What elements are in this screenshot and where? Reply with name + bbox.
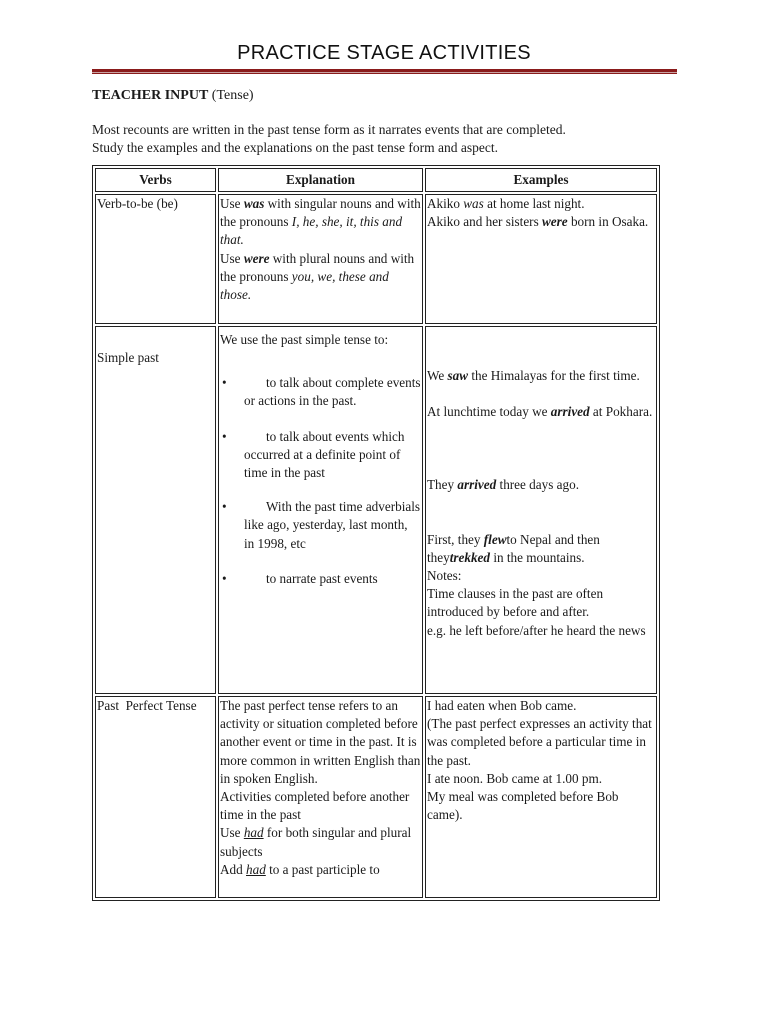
cell-verb-to-be-examples: Akiko was at home last night. Akiko and her sisters were born in Osaka.: [425, 194, 657, 324]
tense-table: [92, 165, 660, 901]
title-divider: [92, 69, 677, 74]
section-heading: [92, 88, 254, 104]
table-row: [95, 326, 657, 694]
intro-paragraph: [92, 121, 672, 157]
table-header-row: [95, 168, 657, 192]
header-verbs: Verbs: [95, 168, 216, 192]
cell-simple-past-explanation: We use the past simple tense to: • to talk about complete events or actions in the past. • to talk about events which occurred at a definite point of time in the past • With the past time adverbials like ago, yesterday, last month, in 1998, etc • to narrate past events: [218, 326, 423, 694]
cell-verb-to-be-explanation: Use was with singular nouns and with the pronouns I, he, she, it, this and that. Use were with plural nouns and with the pronouns you, we, these and those.: [218, 194, 423, 324]
list-item: • to talk about complete events or actions in the past.: [222, 375, 421, 409]
list-item: • to narrate past events: [222, 570, 378, 586]
cell-past-perfect-explanation: The past perfect tense refers to an activity or situation completed before another event or time in the past. It is more common in written English than in spoken English. Activities completed before another time in the past Use had for both singular and plural subjects Add had to a past participle to: [218, 696, 423, 898]
cell-past-perfect: Past Perfect Tense: [95, 696, 216, 898]
heading-bold: TEACHER INPUT: [92, 88, 209, 103]
cell-simple-past: Simple past: [95, 326, 216, 694]
table-row: [95, 194, 657, 324]
header-examples: Examples: [425, 168, 657, 192]
page-title: PRACTICE STAGE ACTIVITIES: [237, 42, 531, 64]
table-row: [95, 696, 657, 898]
cell-past-perfect-examples: I had eaten when Bob came. (The past perfect expresses an activity that was completed before a particular time in the past. I ate noon. Bob came at 1.00 pm. My meal was completed before Bob came).: [425, 696, 657, 898]
intro-line-1: Most recounts are written in the past tense form as it narrates events that are completed.: [92, 122, 566, 137]
intro-line-2: Study the examples and the explanations on the past tense form and aspect.: [92, 140, 499, 155]
list-item: • With the past time adverbials like ago, yesterday, last month, in 1998, etc: [222, 499, 421, 551]
cell-verb-to-be: Verb-to-be (be): [95, 194, 216, 324]
list-item: • to talk about events which occurred at a definite point of time in the past: [222, 428, 405, 481]
cell-simple-past-examples: We saw the Himalayas for the first time. At lunchtime today we arrived at Pokhara. They arrived three days ago. First, they flewto Nepal and then theytrekked in the mountains. Notes: Time clauses in the past are often introduced by before and after. e.g. he left before/after he heard the news: [425, 326, 657, 694]
heading-rest: (Tense): [211, 88, 254, 103]
header-explanation: Explanation: [218, 168, 423, 192]
